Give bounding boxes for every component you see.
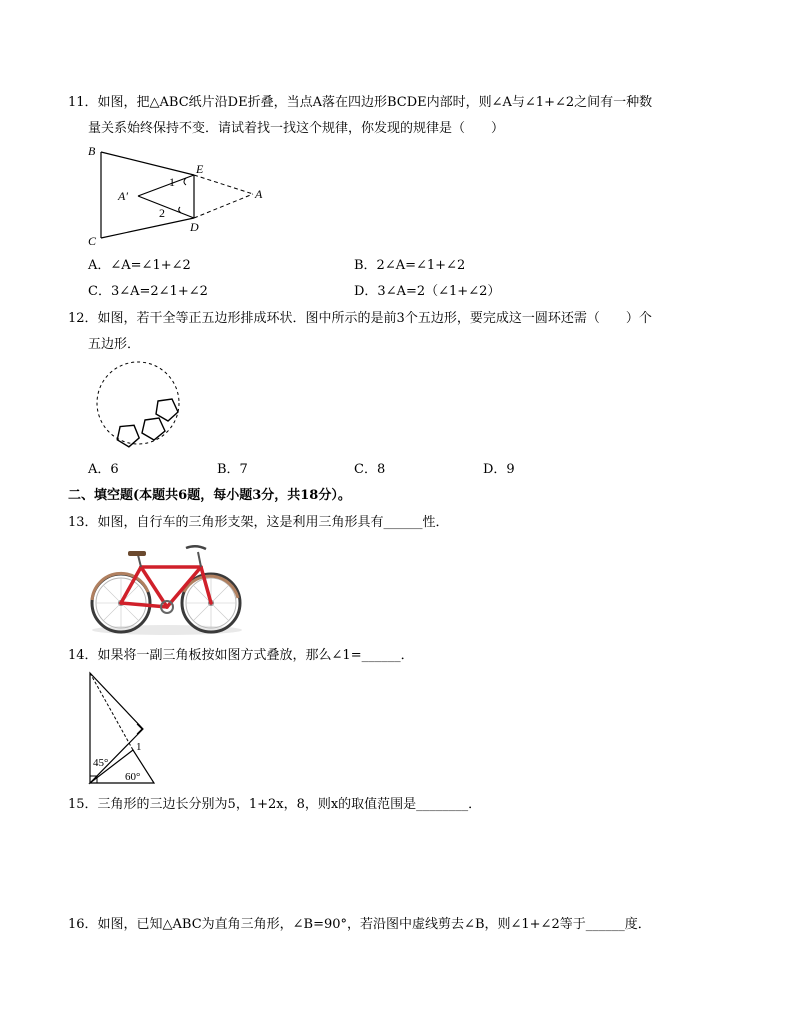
q13-text: 13．如图，自行车的三角形支架，这是利用三角形具有______性． <box>68 515 449 530</box>
segment-BE <box>101 152 194 175</box>
q14-text: 14．如果将一副三角板按如图方式叠放，那么∠1=______． <box>68 648 414 663</box>
label-45: 45° <box>93 757 109 769</box>
dashed-circle <box>97 362 179 444</box>
q12-pentagon-ring-figure <box>90 358 195 453</box>
q15-text: 15．三角形的三边长分别为5，1+2x，8，则x的取值范围是________． <box>68 797 482 812</box>
pentagon-2 <box>142 418 165 440</box>
q12-option-b: B．7 <box>217 462 248 477</box>
q12-option-c: C．8 <box>354 462 386 477</box>
q11-option-a: A．∠A=∠1+∠2 <box>88 258 191 273</box>
q11-fold-figure <box>85 142 275 250</box>
label-C: C <box>88 234 97 248</box>
q12-line2: 五边形． <box>88 337 141 352</box>
label-A: A <box>255 187 263 201</box>
q16-text: 16．如图，已知△ABC为直角三角形，∠B=90°，若沿图中虚线剪去∠B，则∠1+∠2等于______度． <box>68 917 651 932</box>
saddle <box>128 551 146 556</box>
dashed-EA <box>194 175 253 194</box>
label-angle1: 1 <box>169 175 175 189</box>
label-E: E <box>196 162 204 176</box>
label-angle1: 1 <box>136 741 142 753</box>
q12-line1: 12．如图，若干全等正五边形排成环状．图中所示的是前3个五边形，要完成这一圆环还需（ ）个 <box>68 311 652 326</box>
q11-option-b: B．2∠A=∠1+∠2 <box>354 258 466 273</box>
label-D: D <box>190 220 199 234</box>
q12-option-d: D．9 <box>483 462 515 477</box>
segment-A1D <box>138 196 194 218</box>
q11-line2: 量关系始终保持不变．请试着找一找这个规律，你发现的规律是（ ） <box>88 121 505 136</box>
segment-CD <box>101 218 194 238</box>
bicycle-image <box>88 540 246 636</box>
label-B: B <box>88 144 96 158</box>
q11-option-c: C．3∠A=2∠1+∠2 <box>88 284 208 299</box>
q11-option-d: D．3∠A=2（∠1+∠2） <box>354 284 501 299</box>
q12-option-a: A．6 <box>88 462 119 477</box>
label-A-prime: A′ <box>118 189 128 203</box>
label-60: 60° <box>125 771 141 783</box>
q11-line1: 11．如图，把△ABC纸片沿DE折叠，当点A落在四边形BCDE内部时，则∠A与∠1+∠2之间有一种数 <box>68 95 653 110</box>
label-angle2: 2 <box>159 206 165 220</box>
section-title: 二、填空题(本题共6题，每小题3分，共18分）。 <box>68 488 351 503</box>
q14-triangle-rulers-figure <box>86 670 158 786</box>
dashed-DA <box>194 194 253 218</box>
